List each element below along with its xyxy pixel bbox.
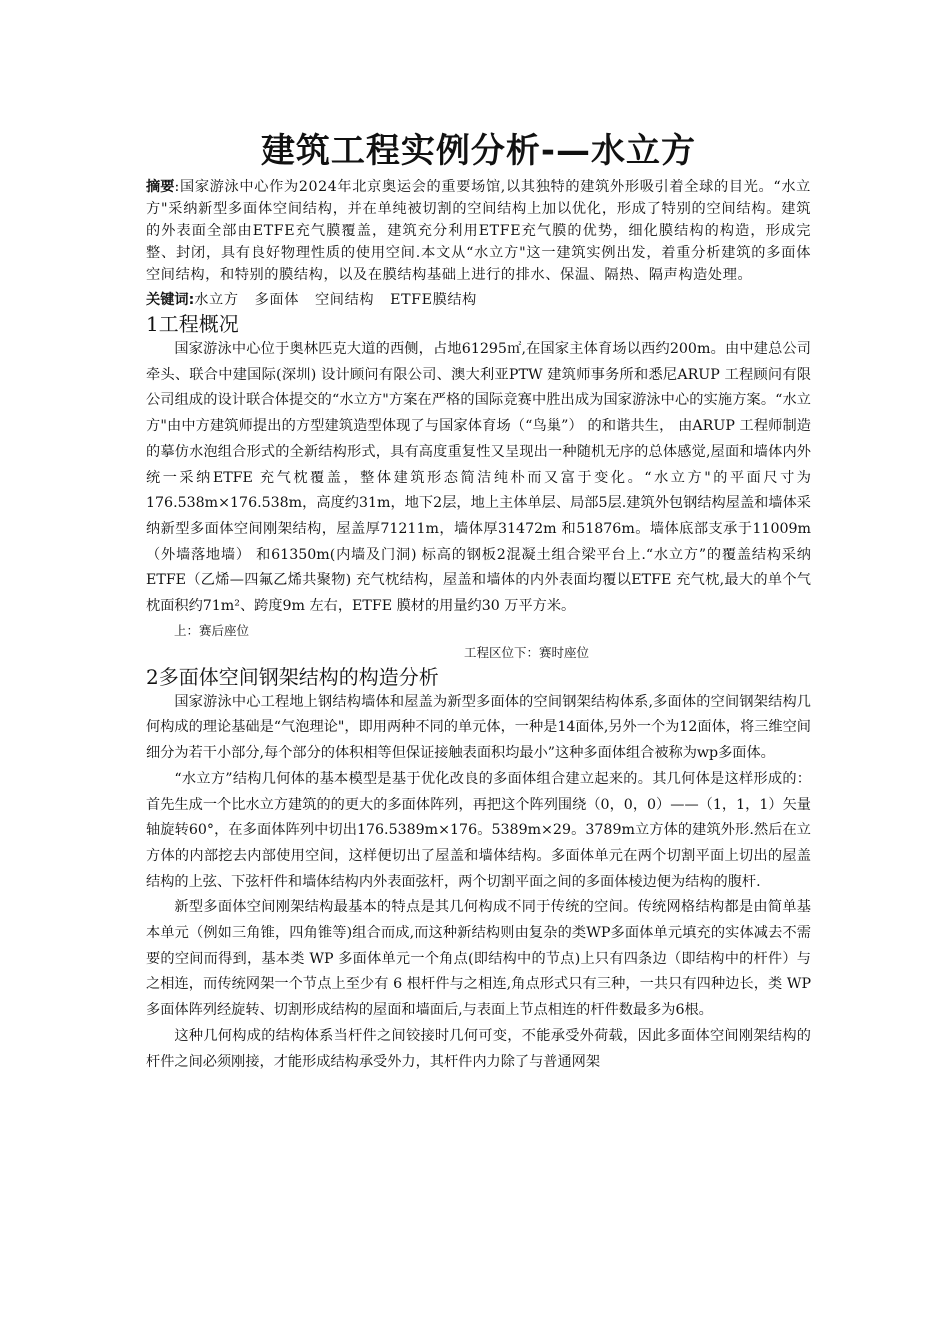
paragraph: 国家游泳中心工程地上钢结构墙体和屋盖为新型多面体的空间钢架结构体系,多面体的空间钢架结构几何构成的理论基础是“气泡理论"，即用两种不同的单元体，一种是14面体,另外一个为12面体，将三维空间细分为若干小部分,每个部分的体积相等但保证接触表面积均最小”这种多面体组合被称为wp多面体。 [146,693,811,762]
keywords-label: 关键词: [146,292,195,308]
abstract [146,176,811,286]
section-heading: 2多面体空间钢架结构的构造分析 [146,664,439,689]
keyword-item: 多面体 [254,292,299,308]
section-heading: 1工程概况 [146,312,239,336]
document-title: 建筑工程实例分析-—水立方 [260,131,697,171]
keyword-item: 水立方 [194,292,239,308]
abstract-text: :国家游泳中心作为2024年北京奥运会的重要场馆,以其独特的建筑外形吸引着全球的目光。“水立方"采纳新型多面体空间结构，并在单纯被切割的空间结构上加以优化，形成了特别的空间结构。建筑的外表面全部由ETFE充气膜覆盖，建筑充分利用ETFE充气膜的优势，细化膜结构的构造，形成完整、封闭，具有良好物理性质的使用空间.本文从“水立方"这一建筑实例出发，着重分析建筑的多面体空间结构，和特别的膜结构，以及在膜结构基础上进行的排水、保温、隔热、隔声构造处理。 [146,179,811,283]
abstract-label: 摘要 [146,179,175,195]
keywords [146,289,811,311]
paragraph: 国家游泳中心位于奥林匹克大道的西侧，占地61295㎡,在国家主体育场以西约200m。由中建总公司牵头、联合中建国际(深圳) 设计顾问有限公司、澳大利亚PTW 建筑师事务所和悉尼ARUP 工程顾问有限公司组成的设计联合体提交的“水立方"方案在严格的国际竞赛中胜出成为国家游泳中心的实施方案。“水立方"由中方建筑师提出的方型建筑造型体现了与国家体育场（“鸟巢”） 的和谐共生， 由ARUP 工程师制造的摹仿水泡组合形式的全新结构形式，具有高度重复性又呈现出一种随机无序的总体感觉,屋面和墙体内外统一采纳ETFE 充气枕覆盖，整体建筑形态简洁纯朴而又富于变化。“水立方"的平面尺寸为176.538m×176.538m，高度约31m，地下2层，地上主体单层、局部5层.建筑外包钢结构屋盖和墙体采纳新型多面体空间刚架结构，屋盖厚71211m，墙体厚31472m 和51876m。墙体底部支承于11009m（外墙落地墙） 和61350m(内墙及门洞) 标高的钢板2混凝土组合梁平台上.“水立方”的覆盖结构采纳ETFE（乙烯—四氟乙烯共聚物) 充气枕结构，屋盖和墙体的内外表面均覆以ETFE 充气枕,最大的单个气枕面积约71m²、跨度9m 左右，ETFE 膜材的用量约30 万平方米。 [146,341,811,615]
figure-caption: 上：赛后座位 [174,622,250,638]
document-page [146,128,811,1075]
paragraph: “水立方”结构几何体的基本模型是基于优化改良的多面体组合建立起来的。其几何体是这样形成的：首先生成一个比水立方建筑的的更大的多面体阵列，再把这个阵列围绕（0，0，0）——（1，1，1）矢量轴旋转60°，在多面体阵列中切出176.5389m×176。5389m×29。3789m立方体的建筑外形.然后在立方体的内部挖去内部使用空间，这样便切出了屋盖和墙体结构。多面体单元在两个切割平面上切出的屋盖结构的上弦、下弦杆件和墙体结构内外表面弦杆，两个切割平面之间的多面体棱边便为结构的腹杆. [146,770,811,890]
paragraph: 这种几何构成的结构体系当杆件之间铰接时几何可变，不能承受外荷载，因此多面体空间刚架结构的杆件之间必须刚接，才能形成结构承受外力，其杆件内力除了与普通网架 [146,1027,811,1070]
figure-caption: 工程区位下：赛时座位 [463,644,589,660]
keyword-item: 空间结构 [315,292,375,308]
keyword-item: ETFE膜结构 [390,292,477,308]
paragraph: 新型多面体空间刚架结构最基本的特点是其几何构成不同于传统的空间。传统网格结构都是由简单基本单元（例如三角锥，四角锥等)组合而成,而这种新结构则由复杂的类WP多面体单元填充的实体减去不需要的空间而得到，基本类 WP 多面体单元一个角点(即结构中的节点)上只有四条边（即结构中的杆件）与之相连，而传统网架一个节点上至少有 6 根杆件与之相连,角点形式只有三种，一共只有四种边长，类 WP 多面体阵列经旋转、切割形成结构的屋面和墙面后,与表面上节点相连的杆件数最多为6根。 [146,899,811,1019]
